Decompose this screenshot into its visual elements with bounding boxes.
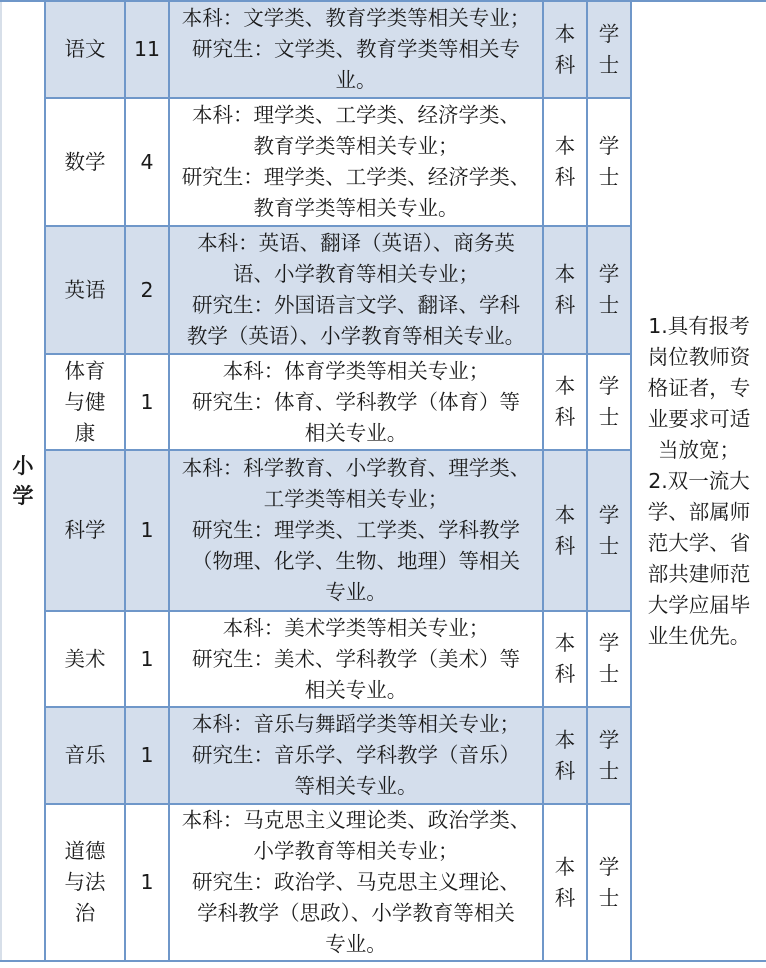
degree-line: 学 [598, 854, 620, 879]
major-line: 小学教育等相关专业； [253, 839, 459, 863]
major-line: 本科：音乐与舞蹈学类等相关专业； [192, 712, 520, 736]
major-line: 研究生：美术、学科教学（美术）等 [192, 646, 520, 671]
degree-line: 士 [598, 662, 620, 686]
subject-line: 语文 [64, 37, 106, 61]
major-cell [169, 98, 543, 226]
major-line: 语、小学教育等相关专业； [233, 262, 479, 286]
degree-line: 士 [598, 533, 620, 558]
education-cell [543, 707, 587, 804]
subject-line: 数学 [64, 149, 106, 174]
degree-cell [587, 98, 631, 226]
subject-line: 美术 [64, 646, 106, 671]
degree-line: 学 [598, 374, 620, 398]
education-cell [543, 354, 587, 450]
requirements-line: 1.具有报考 [648, 313, 750, 338]
degree-cell [587, 226, 631, 354]
major-line: 教育学类等相关专业。 [253, 196, 459, 220]
major-cell [169, 707, 543, 804]
education-line: 科 [554, 758, 576, 783]
subject-cell [45, 354, 125, 450]
major-line: 研究生：体育、学科教学（体育）等 [192, 389, 520, 414]
education-line: 科 [554, 52, 576, 77]
subject-cell [45, 707, 125, 804]
degree-line: 学 [598, 262, 620, 286]
degree-cell [587, 611, 631, 707]
subject-line: 与法 [64, 870, 106, 894]
count-cell: 2 [125, 226, 169, 354]
education-line: 科 [554, 293, 576, 317]
degree-line: 学 [598, 727, 620, 752]
subject-cell [45, 804, 125, 961]
requirements-line: 学、部属师 [647, 499, 751, 524]
major-line: 本科：文学类、教育学类等相关专业； [181, 6, 531, 30]
requirements-line: 大学应届毕 [647, 592, 751, 617]
count-cell: 1 [125, 354, 169, 450]
count-cell: 1 [125, 450, 169, 611]
table-row [1, 1, 766, 98]
subject-line: 英语 [64, 277, 106, 302]
major-line: 研究生：理学类、工学类、经济学类、 [181, 165, 531, 189]
education-line: 本 [554, 262, 576, 286]
count-cell: 4 [125, 98, 169, 226]
major-line: 教育学类等相关专业； [253, 134, 459, 158]
major-line: 学科教学（思政）、小学教育等相关 [197, 901, 515, 925]
count-cell: 1 [125, 611, 169, 707]
subject-line: 与健 [64, 389, 106, 414]
education-line: 本 [554, 502, 576, 527]
major-line: 研究生：政治学、马克思主义理论、 [192, 870, 520, 894]
major-cell [169, 226, 543, 354]
subject-cell [45, 450, 125, 611]
count-cell: 11 [125, 1, 169, 98]
degree-line: 士 [598, 293, 620, 317]
major-line: （物理、化学、生物、地理）等相关 [192, 549, 520, 573]
education-line: 本 [554, 727, 576, 752]
major-line: 相关专业。 [304, 677, 408, 702]
degree-line: 士 [598, 885, 620, 910]
subject-cell [45, 1, 125, 98]
major-line: 研究生：理学类、工学类、学科教学 [192, 518, 520, 542]
count-cell: 1 [125, 804, 169, 961]
major-cell [169, 450, 543, 611]
subject-cell [45, 98, 125, 226]
requirements-line: 格证者，专 [647, 375, 751, 400]
major-line: 研究生：外国语言文学、翻译、学科 [192, 293, 520, 317]
education-line: 本 [554, 134, 576, 158]
school-level-label: 小学 [12, 454, 34, 508]
major-line: 专业。 [325, 580, 387, 604]
education-line: 科 [554, 165, 576, 189]
education-line: 本 [554, 631, 576, 655]
major-line: 专业。 [325, 932, 387, 956]
major-line: 教学（英语）、小学教育等相关专业。 [186, 324, 526, 348]
education-line: 科 [554, 533, 576, 558]
major-cell [169, 611, 543, 707]
degree-cell [587, 1, 631, 98]
count-cell: 1 [125, 707, 169, 804]
subject-line: 治 [74, 901, 96, 925]
major-cell [169, 1, 543, 98]
degree-line: 学 [598, 631, 620, 655]
major-line: 本科：马克思主义理论类、政治学类、 [181, 808, 531, 832]
education-line: 科 [554, 662, 576, 686]
requirements-line: 部共建师范 [647, 561, 751, 586]
major-line: 研究生：音乐学、学科教学（音乐） [192, 743, 520, 767]
subject-line: 康 [74, 420, 96, 445]
requirements-line: 业要求可适 [647, 406, 751, 431]
degree-cell [587, 450, 631, 611]
degree-line: 学 [598, 134, 620, 158]
education-cell [543, 98, 587, 226]
degree-cell [587, 707, 631, 804]
requirements-cell [631, 1, 766, 961]
requirements-line: 岗位教师资 [647, 344, 751, 369]
education-cell [543, 804, 587, 961]
degree-line: 士 [598, 758, 620, 783]
subject-line: 体育 [64, 358, 106, 383]
requirements-line: 范大学、省 [647, 530, 751, 555]
degree-line: 学 [598, 502, 620, 527]
subject-line: 道德 [64, 839, 106, 863]
major-line: 本科：美术学类等相关专业； [222, 615, 490, 640]
major-line: 本科：体育学类等相关专业； [222, 358, 490, 383]
education-line: 科 [554, 405, 576, 429]
degree-line: 士 [598, 405, 620, 429]
subject-line: 音乐 [64, 743, 106, 767]
education-cell [543, 611, 587, 707]
major-line: 本科：科学教育、小学教育、理学类、 [181, 456, 531, 480]
major-line: 本科：理学类、工学类、经济学类、 [192, 103, 520, 127]
major-line: 业。 [335, 68, 377, 92]
major-line: 工学类等相关专业； [263, 487, 449, 511]
degree-line: 学 [598, 21, 620, 46]
degree-line: 士 [598, 165, 620, 189]
education-cell [543, 226, 587, 354]
degree-cell [587, 804, 631, 961]
education-line: 本 [554, 21, 576, 46]
major-line: 相关专业。 [304, 420, 408, 445]
education-line: 科 [554, 885, 576, 910]
requirements-line: 2.双一流大 [648, 468, 750, 493]
requirements-line: 业生优先。 [647, 623, 751, 648]
major-cell [169, 804, 543, 961]
school-level-cell [1, 1, 45, 961]
subject-cell [45, 611, 125, 707]
degree-line: 士 [598, 52, 620, 77]
subject-line: 科学 [64, 518, 106, 542]
requirements-line: 当放宽； [658, 437, 740, 462]
degree-cell [587, 354, 631, 450]
major-cell [169, 354, 543, 450]
major-line: 等相关专业。 [294, 774, 418, 798]
major-line: 研究生：文学类、教育学类等相关专 [192, 37, 520, 61]
education-cell [543, 1, 587, 98]
major-line: 本科：英语、翻译（英语）、商务英 [197, 231, 515, 255]
education-line: 本 [554, 374, 576, 398]
education-line: 本 [554, 854, 576, 879]
education-cell [543, 450, 587, 611]
subject-cell [45, 226, 125, 354]
